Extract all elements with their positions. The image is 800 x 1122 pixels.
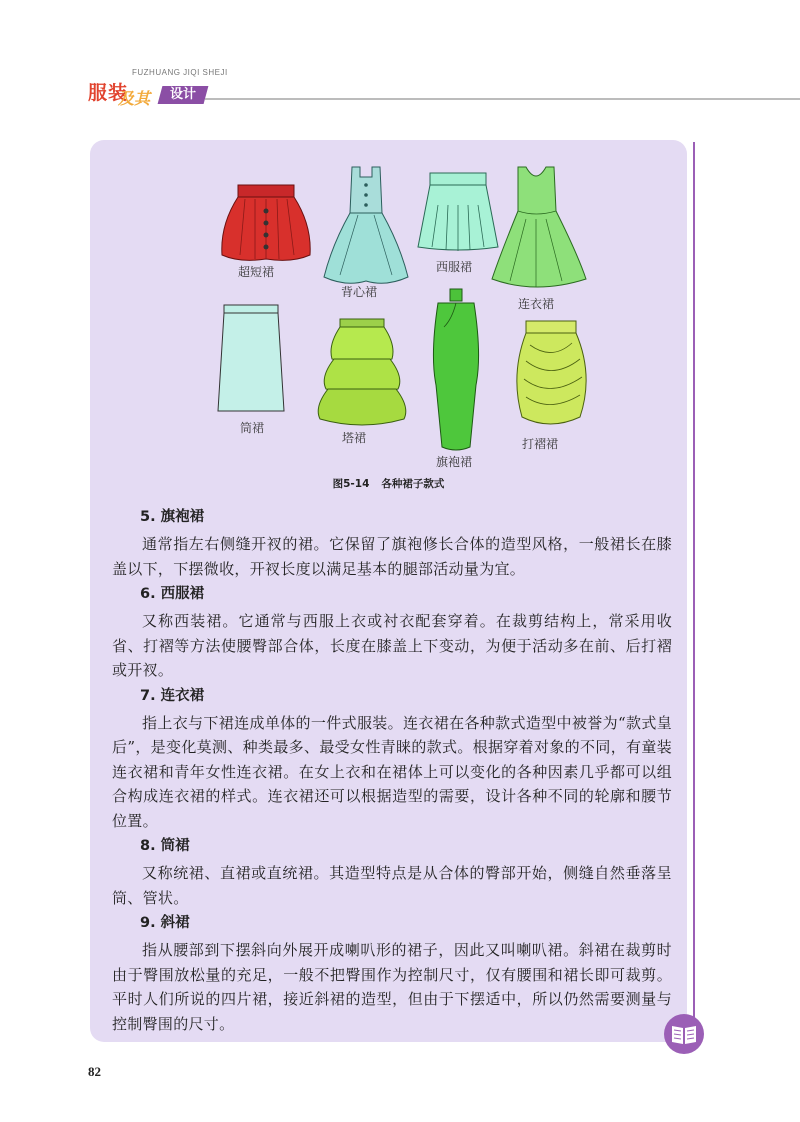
figure-caption-number: 图5-14	[332, 478, 370, 490]
section-paragraph: 指从腰部到下摆斜向外展开成喇叭形的裙子，因此又叫喇叭裙。斜裙在裁剪时由于臀围放松量的充足，一般不把臀围作为控制尺寸，仅有腰围和裙长即可裁剪。平时人们所说的四片裙，接近斜裙的造型，但由于下摆适中，所以仍然需要测量与控制臀围的尺寸。	[112, 941, 672, 1033]
section-paragraph: 又称西装裙。它通常与西服上衣或衬衣配套穿着。在裁剪结构上，常采用收省、打褶等方法使腰臀部合体，长度在膝盖上下变动，为便于活动多在前、后打褶或开衩。	[112, 612, 672, 679]
brand-pinyin: FUZHUANG JIQI SHEJI	[132, 68, 228, 77]
straight-skirt-illustration	[218, 305, 284, 411]
body-text	[112, 506, 672, 1038]
section-paragraph: 又称统裙、直裙或直统裙。其造型特点是从合体的臀部开始，侧缝自然垂落呈筒、管状。	[112, 864, 672, 907]
header-rule	[205, 98, 800, 100]
panel-side-rule	[693, 142, 695, 1022]
figure-caption	[90, 476, 687, 491]
page-header	[0, 0, 800, 110]
section-title: 5. 旗袍裙	[140, 509, 205, 525]
page-number: 82	[88, 1064, 101, 1079]
qipao-skirt-illustration	[433, 289, 478, 450]
section-paragraph: 指上衣与下裙连成单体的一件式服装。连衣裙在各种款式造型中被誉为“款式皇后”，是变化莫测、种类最多、最受女性青睐的款式。根据穿着对象的不同，有童装连衣裙和青年女性连衣裙。在女上衣和在裙体上可以变化的各种因素几乎都可以组合构成连衣裙的样式。连衣裙还可以根据造型的需要，设计各种不同的轮廓和腰节位置。	[112, 713, 672, 830]
brand-tag	[158, 86, 209, 104]
section-flared-skirt	[112, 912, 672, 1036]
section-title: 9. 斜裙	[140, 915, 190, 931]
brand-subtitle: 及其	[118, 89, 151, 108]
figure-label: 背心裙	[341, 285, 378, 299]
section-title: 6. 西服裙	[140, 586, 205, 602]
figure-label: 西服裙	[436, 260, 473, 274]
figure-label: 打褶裙	[522, 437, 559, 451]
suit-skirt-illustration	[418, 173, 498, 251]
section-title: 8. 筒裙	[140, 838, 190, 854]
figure-label: 连衣裙	[518, 297, 555, 311]
one-piece-dress-illustration	[492, 167, 586, 287]
pleated-skirt-illustration	[517, 321, 586, 424]
section-paragraph: 通常指左右侧缝开衩的裙。它保留了旗袍修长合体的造型风格，一般裙长在膝盖以下，下摆微收，开衩长度以满足基本的腿部活动量为宜。	[112, 535, 672, 578]
skirt-styles-figure	[200, 155, 600, 485]
section-straight-skirt	[112, 835, 672, 910]
section-qipao	[112, 506, 672, 581]
figure-label: 筒裙	[240, 421, 265, 435]
section-dress	[112, 685, 672, 834]
pinafore-dress-illustration	[324, 167, 408, 283]
mini-skirt-illustration	[222, 185, 310, 260]
tiered-skirt-illustration	[318, 319, 406, 425]
brand-title: 服装	[88, 82, 129, 104]
figure-label: 塔裙	[342, 431, 367, 445]
figure-label: 超短裙	[238, 265, 275, 279]
brand-tag-label: 设计	[170, 87, 197, 102]
section-title: 7. 连衣裙	[140, 687, 205, 704]
book-icon	[662, 1012, 706, 1056]
section-suit-skirt	[112, 583, 672, 683]
figure-label: 旗袍裙	[436, 455, 473, 469]
figure-caption-text: 各种裙子款式	[381, 478, 445, 490]
